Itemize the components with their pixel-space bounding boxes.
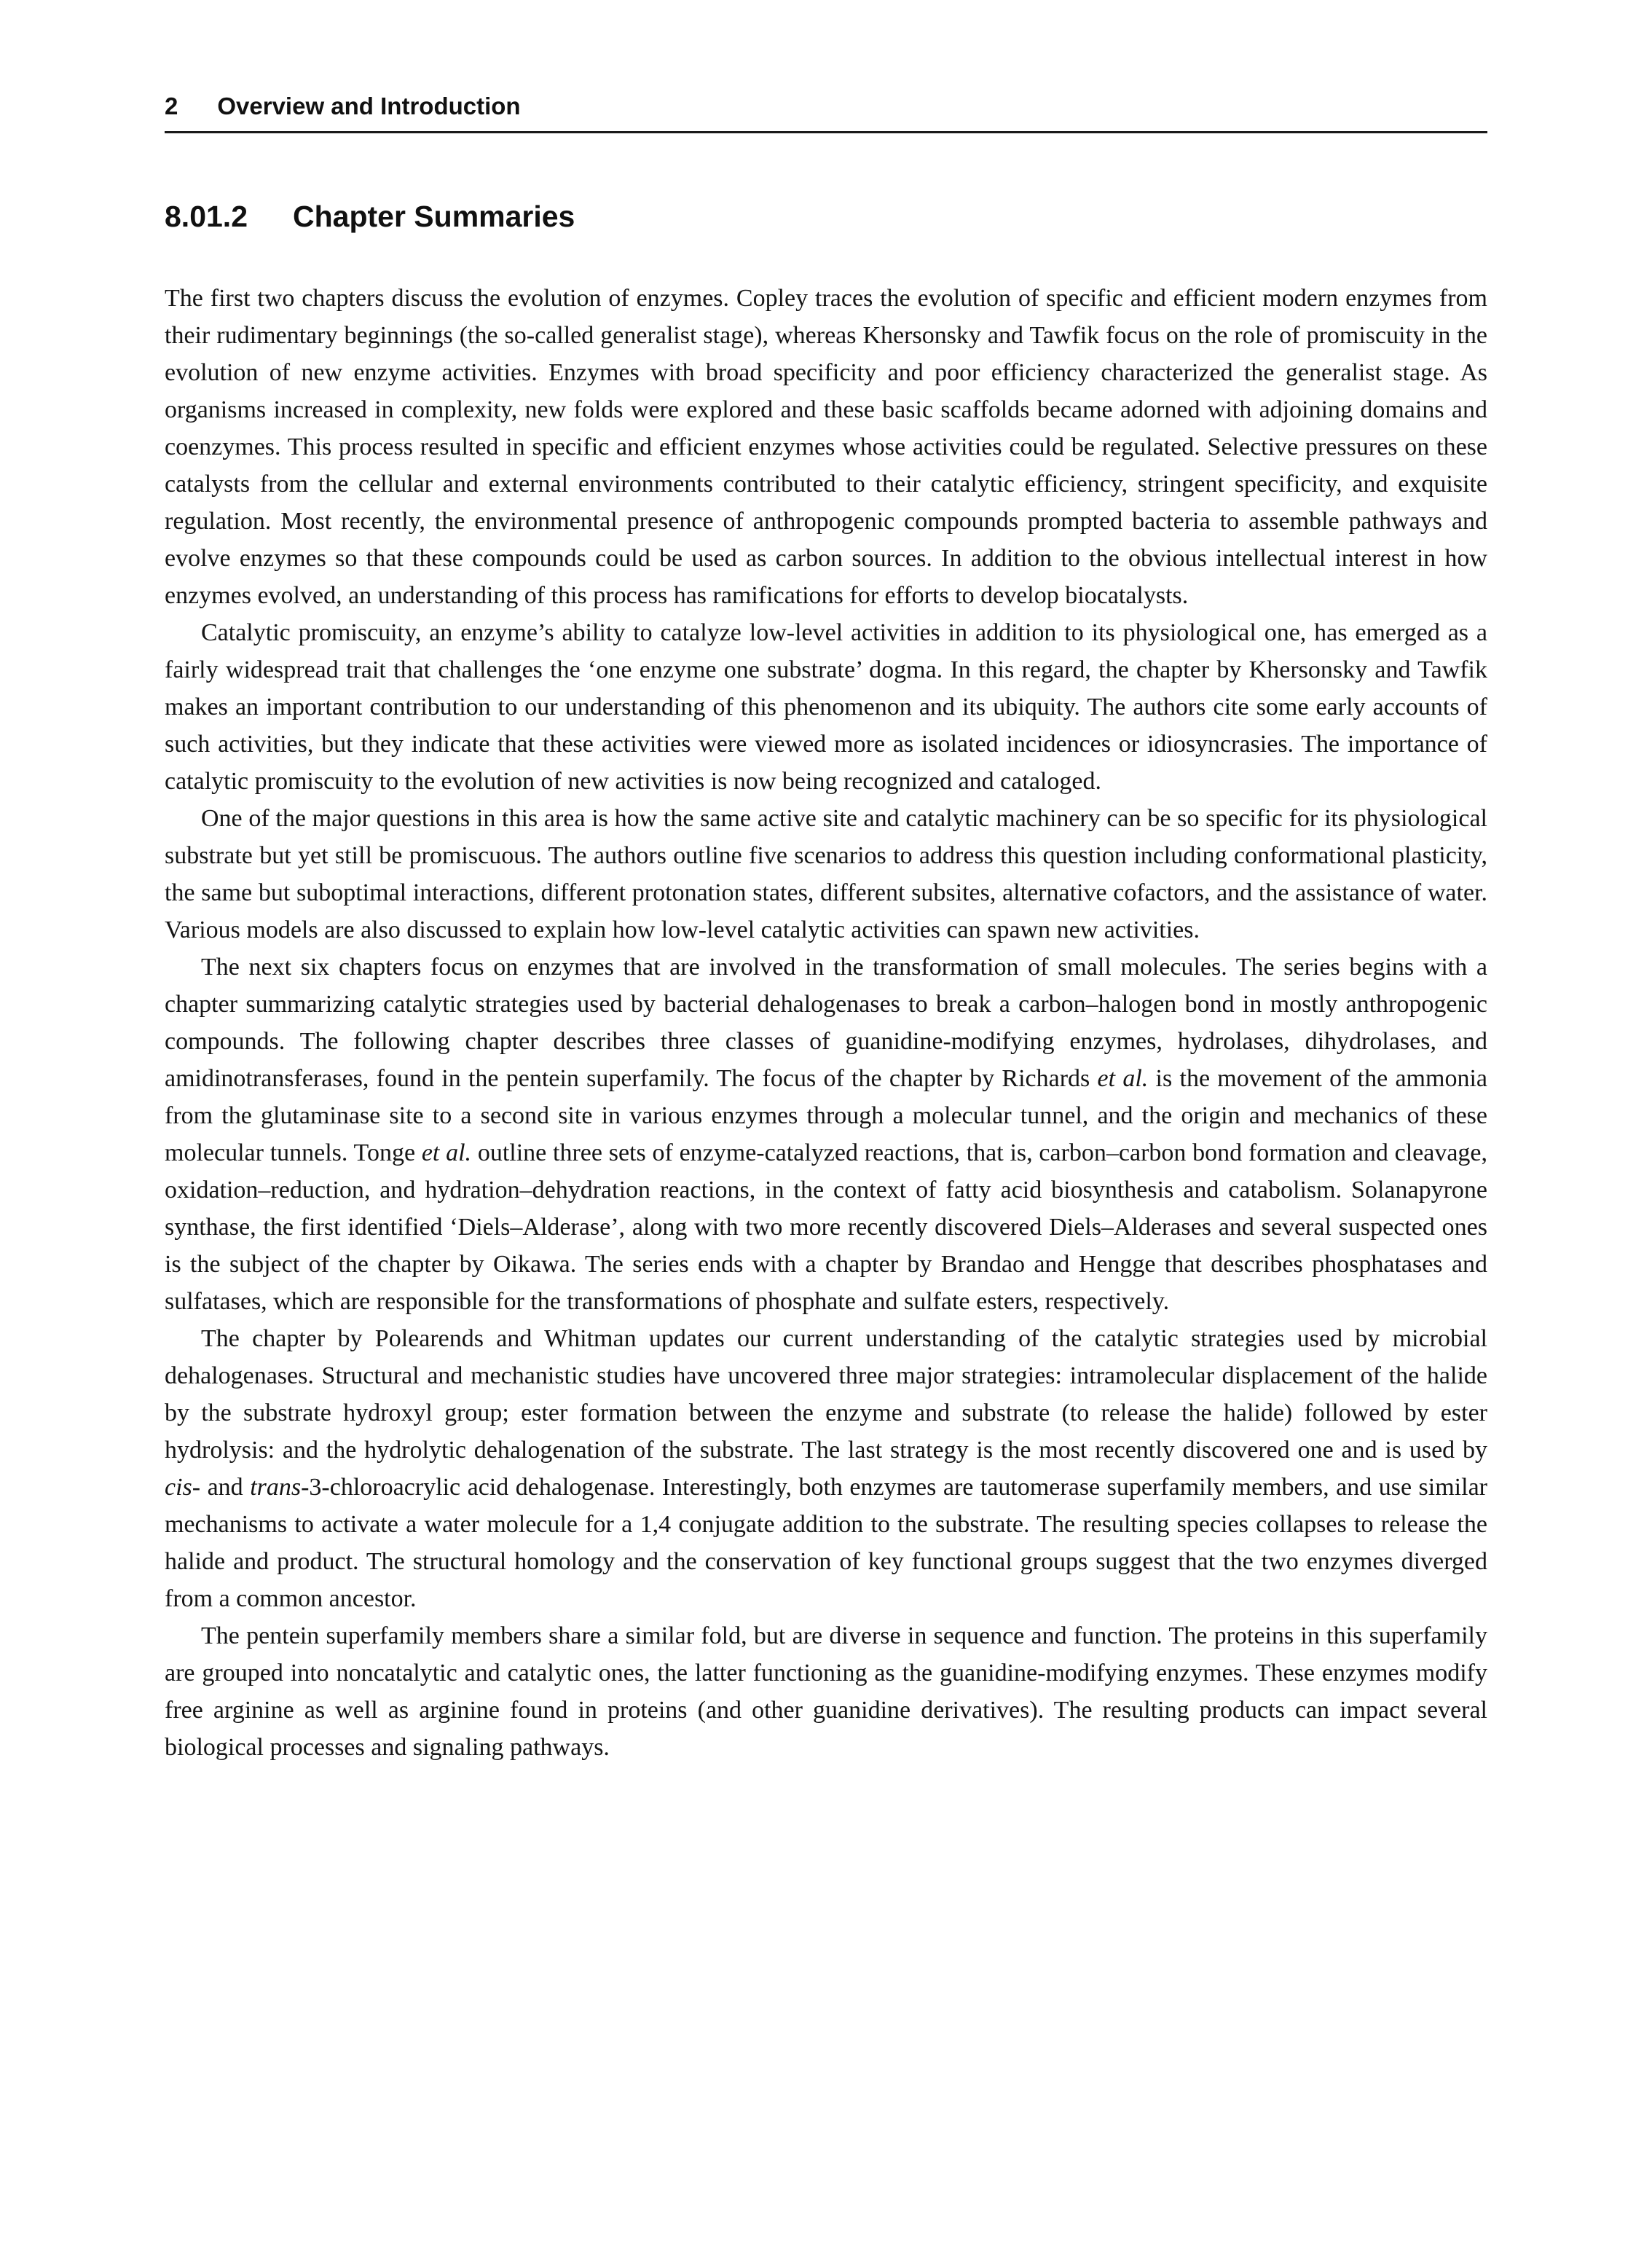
paragraph [165,1320,1487,1617]
section-number: 8.01.2 [165,200,248,234]
italic-text-run: et al. [1097,1065,1149,1093]
text-run: One of the major questions in this area is how the same active site and catalytic machinery can be so specific for its physiological substrate but yet still be promiscuous. The authors outline five scenarios to address this question including conformational plasticity, the same but suboptimal interactions, different protonation states, different subsites, alternative cofactors, and the assistance of water. Various models are also discussed to explain how low-level catalytic activities can spawn new activities. [165,805,1487,944]
text-run: The chapter by Polearends and Whitman updates our current understanding of the catalytic strategies used by microbial dehalogenases. Structural and mechanistic studies have uncovered three major strategies: intramolecular displacement of the halide by the substrate hydroxyl group; ester formation between the enzyme and substrate (to release the halide) followed by ester hydrolysis: and the hydrolytic dehalogenation of the substrate. The last strategy is the most recently discovered one and is used by [165,1325,1487,1464]
text-run: outline three sets of enzyme-catalyzed reactions, that is, carbon–carbon bond formation and cleavage, oxidation–reduction, and hydration–dehydration reactions, in the context of fatty acid biosynthesis and catabolism. Solanapyrone synthase, the first identified ‘Diels–Alderase’, along with two more recently discovered Diels–Alderases and several suspected ones is the subject of the chapter by Oikawa. The series ends with a chapter by Brandao and Hengge that describes phosphatases and sulfatases, which are responsible for the transformations of phosphate and sulfate esters, respectively. [165,1139,1487,1316]
text-run: The pentein superfamily members share a similar fold, but are diverse in sequence and function. The proteins in this superfamily are grouped into noncatalytic and catalytic ones, the latter functioning as the guanidine-modifying enzymes. These enzymes modify free arginine as well as arginine found in proteins (and other guanidine derivatives). The resulting products can impact several biological processes and signaling pathways. [165,1622,1487,1762]
text-run: The next six chapters focus on enzymes that are involved in the transformation of small molecules. The series begins with a chapter summarizing catalytic strategies used by bacterial dehalogenases to break a carbon–halogen bond in mostly anthropogenic compounds. The following chapter describes three classes of guanidine-modifying enzymes, hydrolases, dihydrolases, and amidinotransferases, found in the pentein superfamily. The focus of the chapter by Richards [165,954,1487,1093]
paragraph [165,949,1487,1320]
text-run: and [200,1474,251,1501]
page-number: 2 [165,93,178,119]
italic-text-run: et al. [421,1139,472,1167]
paragraph [165,614,1487,800]
text-run: Catalytic promiscuity, an enzyme’s ability to catalyze low-level activities in addition to its physiological one, has emerged as a fairly widespread trait that challenges the ‘one enzyme one substrate’ dogma. In this regard, the chapter by Khersonsky and Tawfik makes an important contribution to our understanding of this phenomenon and its ubiquity. The authors cite some early accounts of such activities, but they indicate that these activities were viewed more as isolated incidences or idiosyncrasies. The importance of catalytic promiscuity to the evolution of new activities is now being recognized and cataloged. [165,619,1487,796]
paragraph [165,800,1487,949]
body-paragraphs [165,280,1487,1766]
header-rule [165,131,1487,133]
running-head [165,93,1487,119]
paragraph [165,280,1487,614]
section-title: Chapter Summaries [293,200,575,234]
paragraph [165,1617,1487,1766]
running-head-title: Overview and Introduction [217,93,521,119]
italic-text-run: cis- [165,1474,201,1501]
section-heading [165,200,1487,233]
italic-text-run: trans [250,1474,302,1501]
text-run: The first two chapters discuss the evolution of enzymes. Copley traces the evolution of specific and efficient modern enzymes from their rudimentary beginnings (the so-called generalist stage), whereas Khersonsky and Tawfik focus on the role of promiscuity in the evolution of new enzyme activities. Enzymes with broad specificity and poor efficiency characterized the generalist stage. As organisms increased in complexity, new folds were explored and these basic scaffolds became adorned with adjoining domains and coenzymes. This process resulted in specific and efficient enzymes whose activities could be regulated. Selective pressures on these catalysts from the cellular and external environments contributed to their catalytic efficiency, stringent specificity, and exquisite regulation. Most recently, the environmental presence of anthropogenic compounds prompted bacteria to assemble pathways and evolve enzymes so that these compounds could be used as carbon sources. In addition to the obvious intellectual interest in how enzymes evolved, an understanding of this process has ramifications for efforts to develop biocatalysts. [165,285,1487,610]
text-run: -3-chloroacrylic acid dehalogenase. Interestingly, both enzymes are tautomerase superfamily members, and use similar mechanisms to activate a water molecule for a 1,4 conjugate addition to the substrate. The resulting species collapses to release the halide and product. The structural homology and the conservation of key functional groups suggest that the two enzymes diverged from a common ancestor. [165,1474,1487,1613]
text-run: is the movement of the ammonia from the glutaminase site to a second site in various enzymes through a molecular tunnel, and the origin and mechanics of these molecular tunnels. Tonge [165,1065,1487,1167]
